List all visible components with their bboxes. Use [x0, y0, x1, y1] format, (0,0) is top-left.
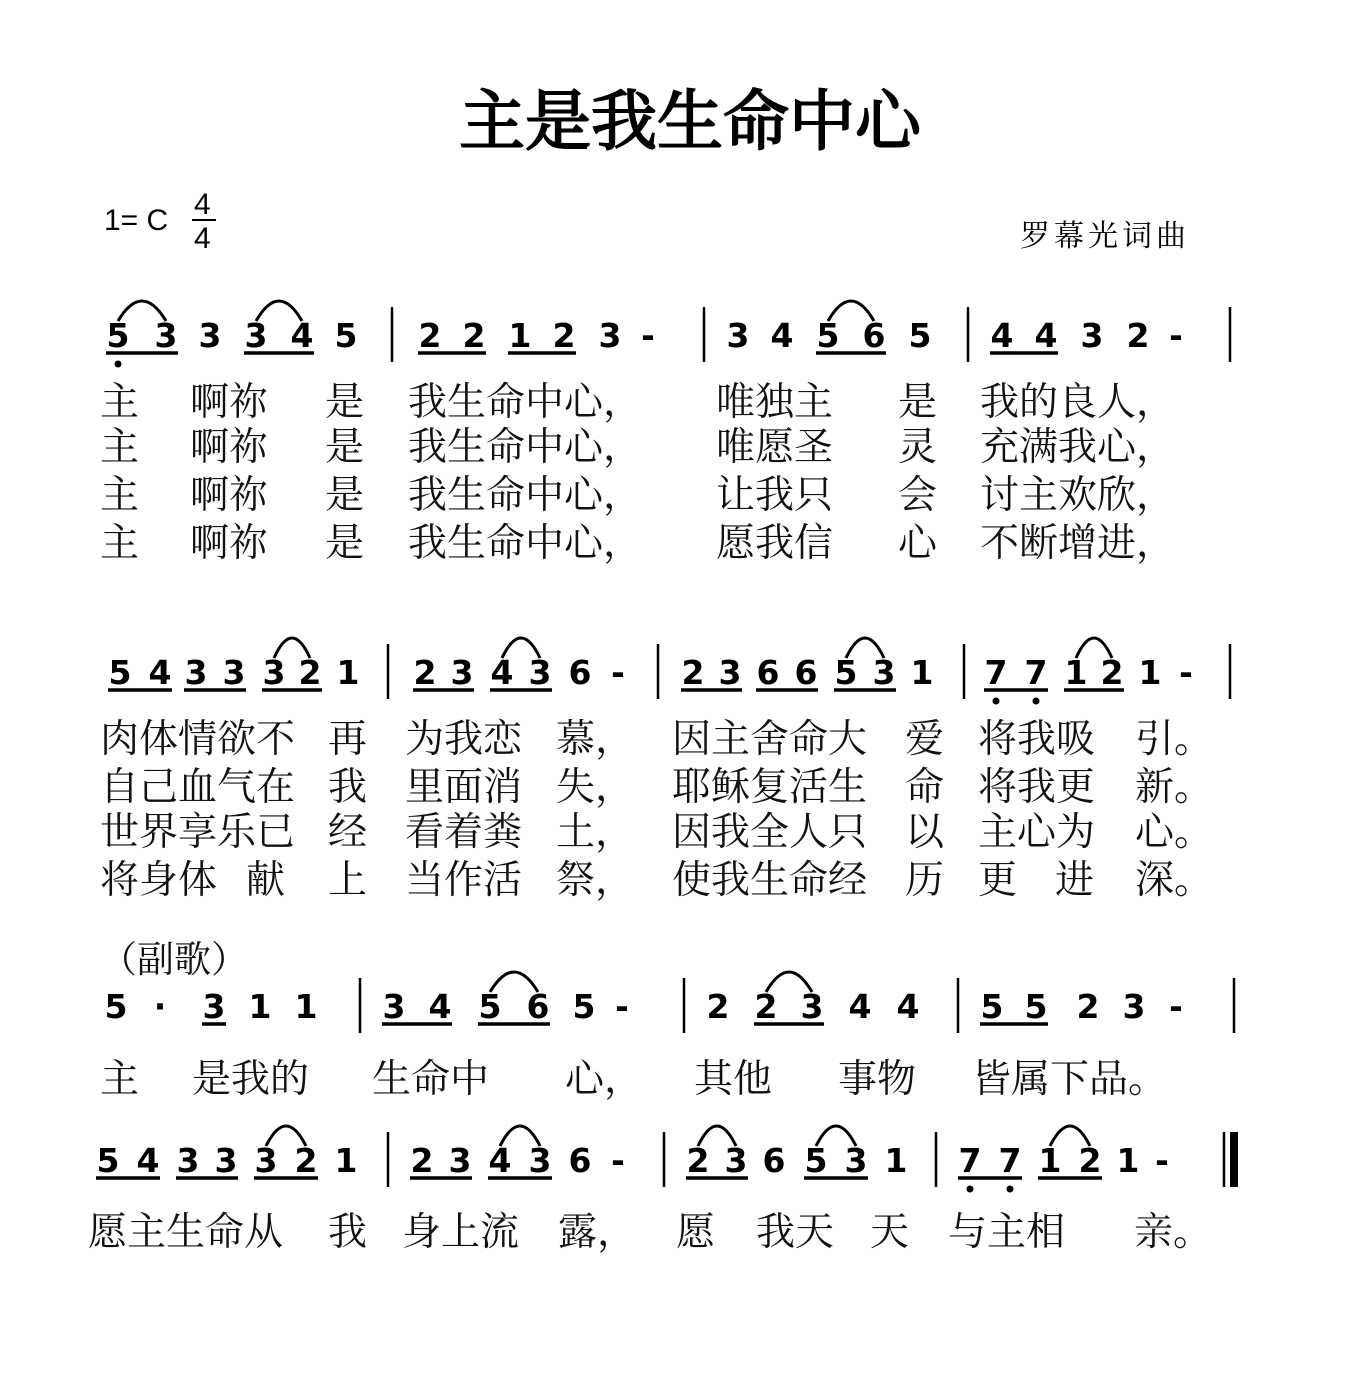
lyric-segment: 不断增进， — [980, 521, 1176, 566]
note-digit: 3 — [448, 1141, 472, 1180]
lyric-segment: 灵 — [898, 425, 938, 470]
lyric-segment: 我 — [328, 765, 368, 810]
note-digit: 1 — [294, 987, 318, 1026]
lyric-segment: 再 — [328, 717, 368, 762]
note-digit: 5 — [106, 316, 130, 355]
lyric-segment: 更 — [978, 858, 1018, 903]
note-digit: 2 — [1126, 316, 1150, 355]
note-digit: 4 — [1034, 316, 1058, 355]
lyric-segment: 身上流 — [402, 1210, 520, 1255]
note-digit: 4 — [136, 1141, 160, 1180]
note-digit: 4 — [428, 987, 452, 1026]
note-digit: 3 — [450, 653, 474, 692]
lyric-segment: 世界享乐已 — [100, 810, 296, 855]
lyric-segment: 引。 — [1135, 717, 1214, 762]
lyric-segment: 我生命中心， — [408, 473, 643, 518]
lyric-segment: 祭， — [556, 858, 635, 903]
lyric-segment: 将我更 — [978, 765, 1096, 810]
lyric-segment: 我的良人， — [980, 380, 1176, 425]
lyric-segment: 历 — [905, 858, 945, 903]
note-digit: 2 — [1076, 987, 1100, 1026]
lyric-segment: 心， — [565, 1057, 644, 1102]
lyric-segment: 主 — [100, 521, 140, 566]
note-digit: 1 — [884, 1141, 908, 1180]
note-digit: 3 — [244, 316, 268, 355]
note-digit: 7 — [958, 1141, 982, 1180]
augmentation-dot: · — [153, 987, 167, 1026]
lyric-segment: 是 — [325, 425, 365, 470]
hold-dash: - — [611, 653, 625, 692]
note-digit: 7 — [984, 653, 1008, 692]
note-digit: 2 — [418, 316, 442, 355]
note-digit: 2 — [462, 316, 486, 355]
note-digit: 5 — [908, 316, 932, 355]
lyric-segment: 是我的 — [192, 1057, 310, 1102]
lyric-segment: 啊祢 — [190, 473, 269, 518]
lyric-segment: 心 — [898, 521, 938, 566]
note-digit: 3 — [724, 1141, 748, 1180]
note-digit: 4 — [896, 987, 920, 1026]
note-digit: 1 — [334, 1141, 358, 1180]
note-digit: 3 — [382, 987, 406, 1026]
notation-layer — [88, 301, 1238, 1255]
note-digit: 3 — [1080, 316, 1104, 355]
song-title: 主是我生命中心 — [459, 82, 921, 160]
note-digit: 1 — [910, 653, 934, 692]
low-octave-dot — [993, 698, 1000, 705]
note-digit: 4 — [290, 316, 314, 355]
lyric-segment: 是 — [325, 473, 365, 518]
lyric-segment: 主心为 — [978, 810, 1096, 855]
note-digit: 2 — [413, 653, 437, 692]
note-digit: 6 — [526, 987, 550, 1026]
lyric-segment: 主 — [100, 1057, 140, 1102]
note-digit: 3 — [726, 316, 750, 355]
key-signature: 1= C — [104, 204, 169, 237]
note-digit: 4 — [148, 653, 172, 692]
lyric-segment: 主 — [100, 380, 140, 425]
lyric-segment: 因我全人只 — [672, 810, 868, 855]
lyric-segment: 会 — [898, 473, 938, 518]
note-digit: 2 — [686, 1141, 710, 1180]
note-digit: 5 — [96, 1141, 120, 1180]
note-digit: 5 — [804, 1141, 828, 1180]
lyric-segment: 看着粪 — [405, 810, 523, 855]
author-credit: 罗幕光词曲 — [1020, 219, 1190, 254]
lyric-segment: 新。 — [1135, 765, 1214, 810]
note-digit: 3 — [184, 653, 208, 692]
lyric-segment: 我天 — [756, 1210, 835, 1255]
note-digit: 3 — [1122, 987, 1146, 1026]
note-digit: 2 — [1078, 1141, 1102, 1180]
chorus-label: （副歌） — [100, 938, 248, 981]
note-digit: 1 — [1116, 1141, 1140, 1180]
lyric-segment: 失， — [556, 765, 635, 810]
low-octave-dot — [967, 1186, 974, 1193]
note-digit: 5 — [834, 653, 858, 692]
lyric-segment: 唯独主 — [716, 380, 834, 425]
note-digit: 3 — [202, 987, 226, 1026]
note-digit: 6 — [794, 653, 818, 692]
hold-dash: - — [611, 1141, 625, 1180]
lyric-segment: 慕， — [556, 717, 635, 762]
lyric-segment: 事物 — [838, 1057, 917, 1102]
note-digit: 3 — [154, 316, 178, 355]
note-digit: 4 — [488, 1141, 512, 1180]
lyric-segment: 为我恋 — [405, 717, 523, 762]
note-digit: 2 — [706, 987, 730, 1026]
lyric-segment: 因主舍命大 — [672, 717, 868, 762]
note-digit: 1 — [336, 653, 360, 692]
note-digit: 3 — [198, 316, 222, 355]
note-digit: 4 — [990, 316, 1014, 355]
note-digit: 5 — [572, 987, 596, 1026]
note-digit: 5 — [108, 653, 132, 692]
note-digit: 4 — [490, 653, 514, 692]
final-bar-thick — [1230, 1132, 1238, 1187]
lyric-segment: 进 — [1055, 858, 1095, 903]
lyric-segment: 愿我信 — [716, 521, 834, 566]
lyric-segment: 是 — [325, 380, 365, 425]
lyric-segment: 当作活 — [405, 858, 523, 903]
note-digit: 1 — [1064, 653, 1088, 692]
lyric-segment: 主 — [100, 473, 140, 518]
lyric-segment: 充满我心， — [980, 425, 1176, 470]
lyric-segment: 愿 — [676, 1210, 716, 1255]
note-digit: 5 — [104, 987, 128, 1026]
lyric-segment: 耶稣复活生 — [672, 765, 868, 810]
note-digit: 2 — [1100, 653, 1124, 692]
lyric-segment: 唯愿圣 — [716, 425, 834, 470]
note-digit: 5 — [334, 316, 358, 355]
lyric-segment: 是 — [325, 521, 365, 566]
note-digit: 5 — [980, 987, 1004, 1026]
time-signature-bottom: 4 — [194, 222, 211, 255]
lyric-segment: 露， — [558, 1210, 637, 1255]
note-digit: 3 — [800, 987, 824, 1026]
lyric-segment: 愿主生命从 — [88, 1210, 284, 1255]
low-octave-dot — [115, 361, 122, 368]
note-digit: 2 — [552, 316, 576, 355]
lyric-segment: 是 — [898, 380, 938, 425]
lyric-segment: 与主相 — [948, 1210, 1066, 1255]
note-digit: 1 — [1038, 1141, 1062, 1180]
lyric-segment: 我 — [328, 1210, 368, 1255]
note-digit: 3 — [598, 316, 622, 355]
note-digit: 6 — [756, 653, 780, 692]
lyric-segment: 其他 — [694, 1057, 773, 1102]
note-digit: 6 — [568, 653, 592, 692]
note-digit: 7 — [998, 1141, 1022, 1180]
lyric-segment: 啊祢 — [190, 380, 269, 425]
hold-dash: - — [1169, 987, 1183, 1026]
hold-dash: - — [1179, 653, 1193, 692]
note-digit: 4 — [848, 987, 872, 1026]
hold-dash: - — [1155, 1141, 1169, 1180]
lyric-segment: 将身体 — [100, 858, 218, 903]
note-digit: 3 — [528, 1141, 552, 1180]
lyric-segment: 亲。 — [1134, 1210, 1213, 1255]
note-digit: 2 — [294, 1141, 318, 1180]
lyric-segment: 我生命中心， — [408, 521, 643, 566]
lyric-segment: 使我生命经 — [672, 858, 868, 903]
lyric-segment: 啊祢 — [190, 521, 269, 566]
note-digit: 4 — [770, 316, 794, 355]
note-digit: 3 — [214, 1141, 238, 1180]
note-digit: 2 — [298, 653, 322, 692]
lyric-segment: 经 — [328, 810, 368, 855]
lyric-segment: 啊祢 — [190, 425, 269, 470]
note-digit: 3 — [718, 653, 742, 692]
note-digit: 1 — [1138, 653, 1162, 692]
note-digit: 3 — [844, 1141, 868, 1180]
lyric-segment: 皆属下品。 — [972, 1057, 1168, 1102]
lyric-segment: 深。 — [1135, 858, 1214, 903]
note-digit: 3 — [222, 653, 246, 692]
lyric-segment: 爱 — [905, 717, 945, 762]
lyric-segment: 上 — [328, 858, 368, 903]
note-digit: 6 — [762, 1141, 786, 1180]
note-digit: 2 — [410, 1141, 434, 1180]
note-digit: 5 — [1024, 987, 1048, 1026]
lyric-segment: 生命中 — [372, 1057, 490, 1102]
note-digit: 7 — [1024, 653, 1048, 692]
lyric-segment: 命 — [905, 765, 945, 810]
lyric-segment: 自己血气在 — [100, 765, 296, 810]
lyric-segment: 心。 — [1135, 810, 1214, 855]
note-digit: 1 — [508, 316, 532, 355]
note-digit: 2 — [681, 653, 705, 692]
hold-dash: - — [641, 316, 655, 355]
note-digit: 5 — [478, 987, 502, 1026]
lyric-segment: 天 — [870, 1210, 910, 1255]
note-digit: 3 — [176, 1141, 200, 1180]
lyric-segment: 献 — [246, 858, 286, 903]
time-signature-top: 4 — [194, 188, 211, 221]
lyric-segment: 我生命中心， — [408, 380, 643, 425]
note-digit: 6 — [862, 316, 886, 355]
hold-dash: - — [615, 987, 629, 1026]
note-digit: 5 — [816, 316, 840, 355]
lyric-segment: 让我只 — [716, 473, 834, 518]
lyric-segment: 以 — [905, 810, 945, 855]
lyric-segment: 主 — [100, 425, 140, 470]
hold-dash: - — [1169, 316, 1183, 355]
note-digit: 3 — [528, 653, 552, 692]
lyric-segment: 土， — [556, 810, 635, 855]
note-digit: 3 — [254, 1141, 278, 1180]
lyric-segment: 我生命中心， — [408, 425, 643, 470]
note-digit: 3 — [262, 653, 286, 692]
note-digit: 3 — [872, 653, 896, 692]
note-digit: 6 — [568, 1141, 592, 1180]
low-octave-dot — [1007, 1186, 1014, 1193]
low-octave-dot — [1033, 698, 1040, 705]
note-digit: 1 — [248, 987, 272, 1026]
lyric-segment: 将我吸 — [978, 717, 1096, 762]
lyric-segment: 里面消 — [405, 765, 523, 810]
lyric-segment: 讨主欢欣， — [980, 473, 1176, 518]
note-digit: 2 — [754, 987, 778, 1026]
lyric-segment: 肉体情欲不 — [100, 717, 296, 762]
